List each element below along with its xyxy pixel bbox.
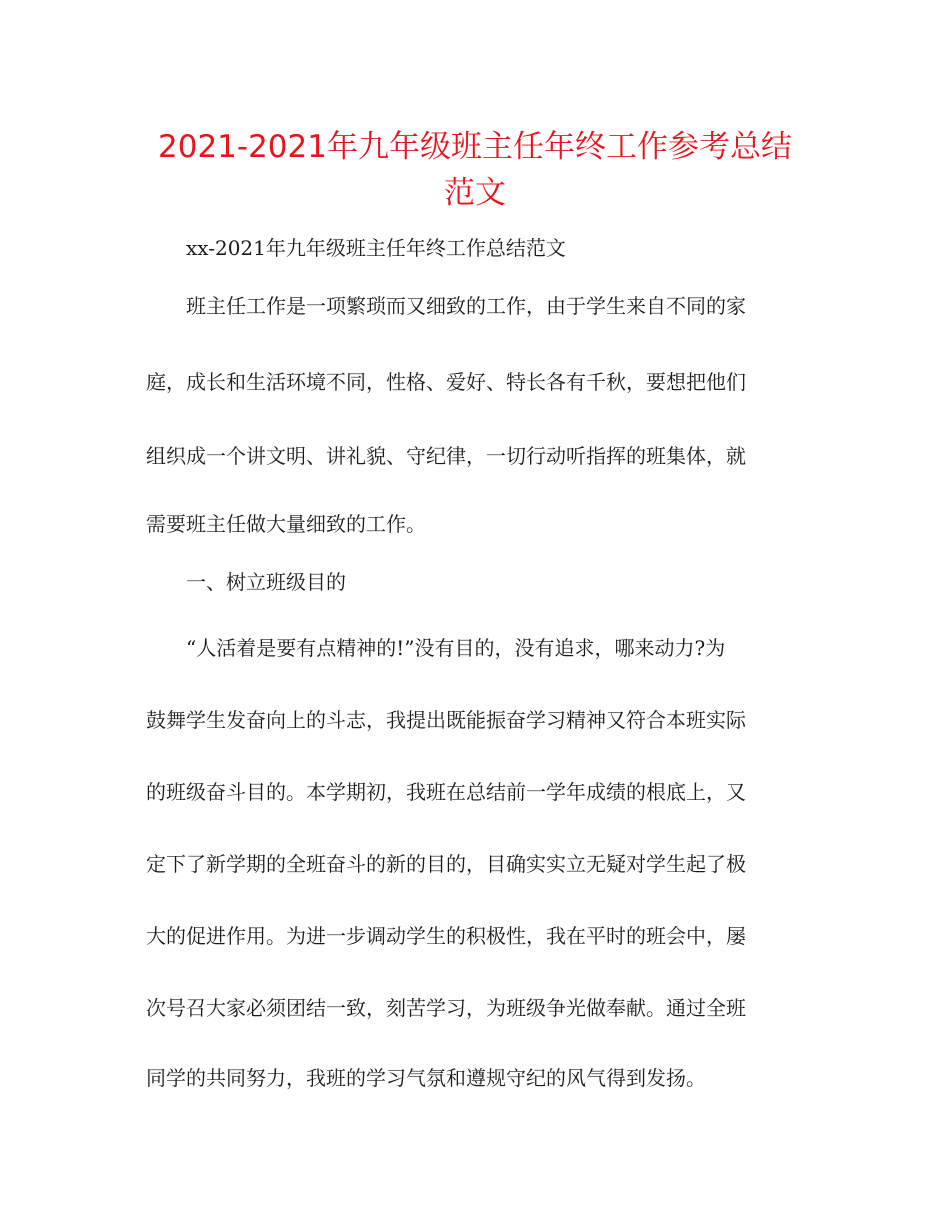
body-line-7: 鼓舞学生发奋向上的斗志，我提出既能振奋学习精神又符合本班实际 (146, 708, 746, 732)
body-line-11: 次号召大家必须团结一致，刻苦学习，为班级争光做奉献。通过全班 (146, 996, 746, 1020)
body-line-9: 定下了新学期的全班奋斗的新的目的，目确实实立无疑对学生起了极 (146, 852, 746, 876)
subtitle-line: xx-2021年九年级班主任年终工作总结范文 (186, 236, 566, 260)
body-line-10: 大的促进作用。为进一步调动学生的积极性，我在平时的班会中，屡 (146, 924, 746, 948)
body-line-3: 组织成一个讲文明、讲礼貌、守纪律，一切行动听指挥的班集体，就 (146, 444, 746, 468)
title-line-1: 2021-2021年九年级班主任年终工作参考总结 (158, 129, 792, 165)
section-heading: 一、树立班级目的 (186, 570, 346, 594)
body-line-8: 的班级奋斗目的。本学期初，我班在总结前一学年成绩的根底上，又 (146, 780, 746, 804)
document-title (120, 124, 830, 216)
body-line-2: 庭，成长和生活环境不同，性格、爱好、特长各有千秋，要想把他们 (146, 370, 746, 394)
body-line-4: 需要班主任做大量细致的工作。 (146, 512, 426, 536)
title-line-2: 范文 (444, 175, 506, 211)
body-line-12: 同学的共同努力，我班的学习气氛和遵规守纪的风气得到发扬。 (146, 1066, 706, 1090)
body-line-1: 班主任工作是一项繁琐而又细致的工作，由于学生来自不同的家 (186, 294, 746, 318)
body-line-6: “人活着是要有点精神的!”没有目的，没有追求，哪来动力?为 (186, 636, 726, 660)
